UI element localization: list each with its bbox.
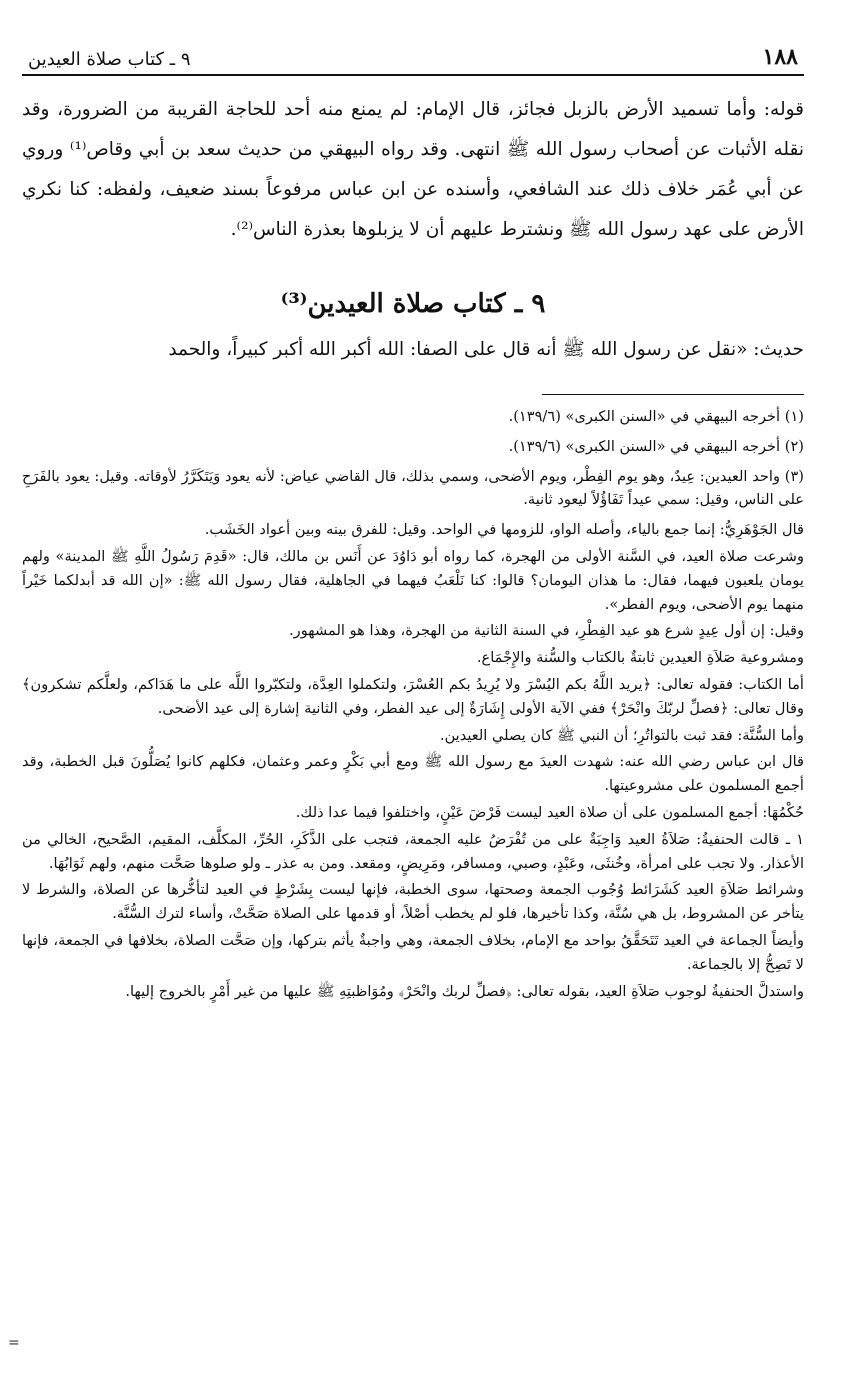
chapter-title: ٩ ـ كتاب صلاة العيدين⁽³⁾ [280,289,546,319]
note-paragraph: حُكْمُهَا: أجمع المسلمون على أن صلاة العيد ليست فَرْضَ عَيْنٍ، واختلفوا فيما عدا ذلك. [295,803,804,821]
note-paragraph: قال الجَوْهَرِيُّ: إنما جمع بالياء، وأصله الواو، للزومها في الواحد. وقيل: للفرق بينه وبين أعواد الخَشَب. [204,521,804,539]
margin-mark: = [8,1335,20,1351]
note-paragraph: واستدلَّ الحنفيةُ لوجوب صَلاَةِ العيد، بقوله تعالى: ﴿فصلِّ لربك وانْحَرْ﴾ ومُوَاظبتِهِ ﷺ عليها من غير أَمْرٍ بالخروج إليها. [125,982,804,1000]
note-paragraph: وقيل: إن أول عِيدٍ شرع هو عيد الفِطْرِ، في السنة الثانية من الهجرة، وهذا هو المشهور. [289,622,804,640]
main-text [22,90,804,250]
note-paragraph: ١ ـ قالت الحنفيةُ: صَلاَةُ العيد وَاجِبَةٌ على من تُفْرَضُ عليه الجمعة، فتجب على الذَّكَرِ، الحُرِّ، المكلَّف، المقيم، الصَّحيح، الخالي من الأعذار. ولا تجب على امرأة، وخُنثَى، وعَبْدٍ، وصبي، ومسافر، ومَرِيضٍ، ومقعد. ومن به عذر ـ ولو صلوها صَحَّت منهم، ولهم ثَوَابُهَا. [22,830,804,872]
footnotes [22,405,804,1003]
note-paragraph: قال ابن عباس رضي الله عنه: شهدت العيدَ مع رسول الله ﷺ ومع أبي بَكْرٍ وعمر وعثمان، فكلهم كانوا يُصَلُّونَ قبل الخطبة، وقد أجمع المسلمون على مشروعيتها. [22,753,804,795]
note-paragraph: ومشروعية صَلاَةِ العيدين ثابتةٌ بالكتاب والسُّنة والإِجْمَاع. [476,649,804,667]
footnote-1: (١) أخرجه البيهقي في «السنن الكبرى» (١٣٩/٦). [508,408,804,425]
page-number: ١٨٨ [762,44,798,70]
footnote-2: (٢) أخرجه البيهقي في «السنن الكبرى» (١٣٩/٦). [508,437,804,455]
body-paragraph: قوله: وأما تسميد الأرض بالزبل فجائز، قال الإمام: لم يمنع منه أحد للحاجة القريبة من الضرورة، وقد نقله الأثبات عن أصحاب رسول الله ﷺ انتهى. وقد رواه البيهقي من حديث سعد بن أبي وقاص⁽¹⁾ وروي عن أبي عُمَر خلاف ذلك عند الشافعي، وأسنده عن ابن عباس مرفوعاً بسند ضعيف، ولفظه: كنا نكري الأرض على عهد رسول الله ﷺ ونشترط عليهم أن لا يزبلوها بعذرة الناس⁽²⁾. [22,99,804,240]
note-paragraph: وشرائط صَلاَةِ العيد كَشَرَائط وُجُوب الجمعة وصحتها، سوى الخطبة، فإنها ليست بِشَرْطٍ في العيد لتأخُّرها عن الصلاة، والشرط لا يتأخر عن المشروط، بل هي سُنَّة، وكذا تأخيرها، فلو لم يخطب أصْلاً، أو قدمها على الصلاة صَحَّتْ، وأساء لترك السُّنَّة. [22,881,804,923]
note-paragraph: وأما السُّنَّة: فقد ثبت بالتواتُرِ؛ أن النبي ﷺ كان يصلي العيدين. [439,726,804,744]
running-title: ٩ ـ كتاب صلاة العيدين [28,49,191,70]
note-paragraph: وأيضاً الجماعة في العيد تَتَحَقَّقُ بواحد مع الإمام، بخلاف الجمعة، وهي واجبةٌ يأثم بتركها، وإن صَحَّت الصلاة، بخلافها في الجمعة، فإنها لا تَصِحُّ إلا بالجماعة. [22,931,804,973]
page-header [22,40,804,76]
note-paragraph: أما الكتاب: فقوله تعالى: ﴿يريد اللَّهُ بكم اليُسْرَ ولا يُرِيدُ بكم العُسْرَ، ولتكملوا العِدَّة، ولتكبّروا اللَّه على ما هَدَاكم، ولعلَّكم تشكرون﴾ وقال تعالى: ﴿فصلِّ لربّكَ وانْحَرْ﴾ ففي الآية الأولى إِشَارَةٌ إلى عيد الفطر، وفي الثانية إشارة إلى عيد الأضحى. [22,675,804,717]
page [22,40,804,1005]
note-paragraph: وشرعت صلاة العيد، في السَّنة الأولى من الهجرة، كما رواه أبو دَاوُدَ عن أَنَس بن مالك، قال: «قَدِمَ رَسُولُ اللَّهِ ﷺ المدينة» ولهم يومان يلعبون فيهما، فقال: ما هذان اليومان؟ قالوا: كنا نَلْعَبُ فيهما في الجاهلية، فقال رسول الله ﷺ: «إن الله قد أبدلكما خَيْراً منهما يوم الأضحى، ويوم الفطر». [22,547,804,613]
footnote-separator [542,394,804,395]
footnote-3: (٣) واحد العيدين: عِيدٌ، وهو يوم الفِطْر، ويوم الأضحى، وسمي بذلك، قال القاضي عياض: لأنه يعود وَيَتَكَرَّرُ لأوقاته. وقيل: يعود بالفَرَحِ على الناس، وقيل: سمي عيداً تَفَاؤُلاً ليعود ثانية. [22,467,804,509]
hadith-line: حديث: «نقل عن رسول الله ﷺ أنه قال على الصفا: الله أكبر الله أكبر كبيراً، والحمد [168,339,804,360]
